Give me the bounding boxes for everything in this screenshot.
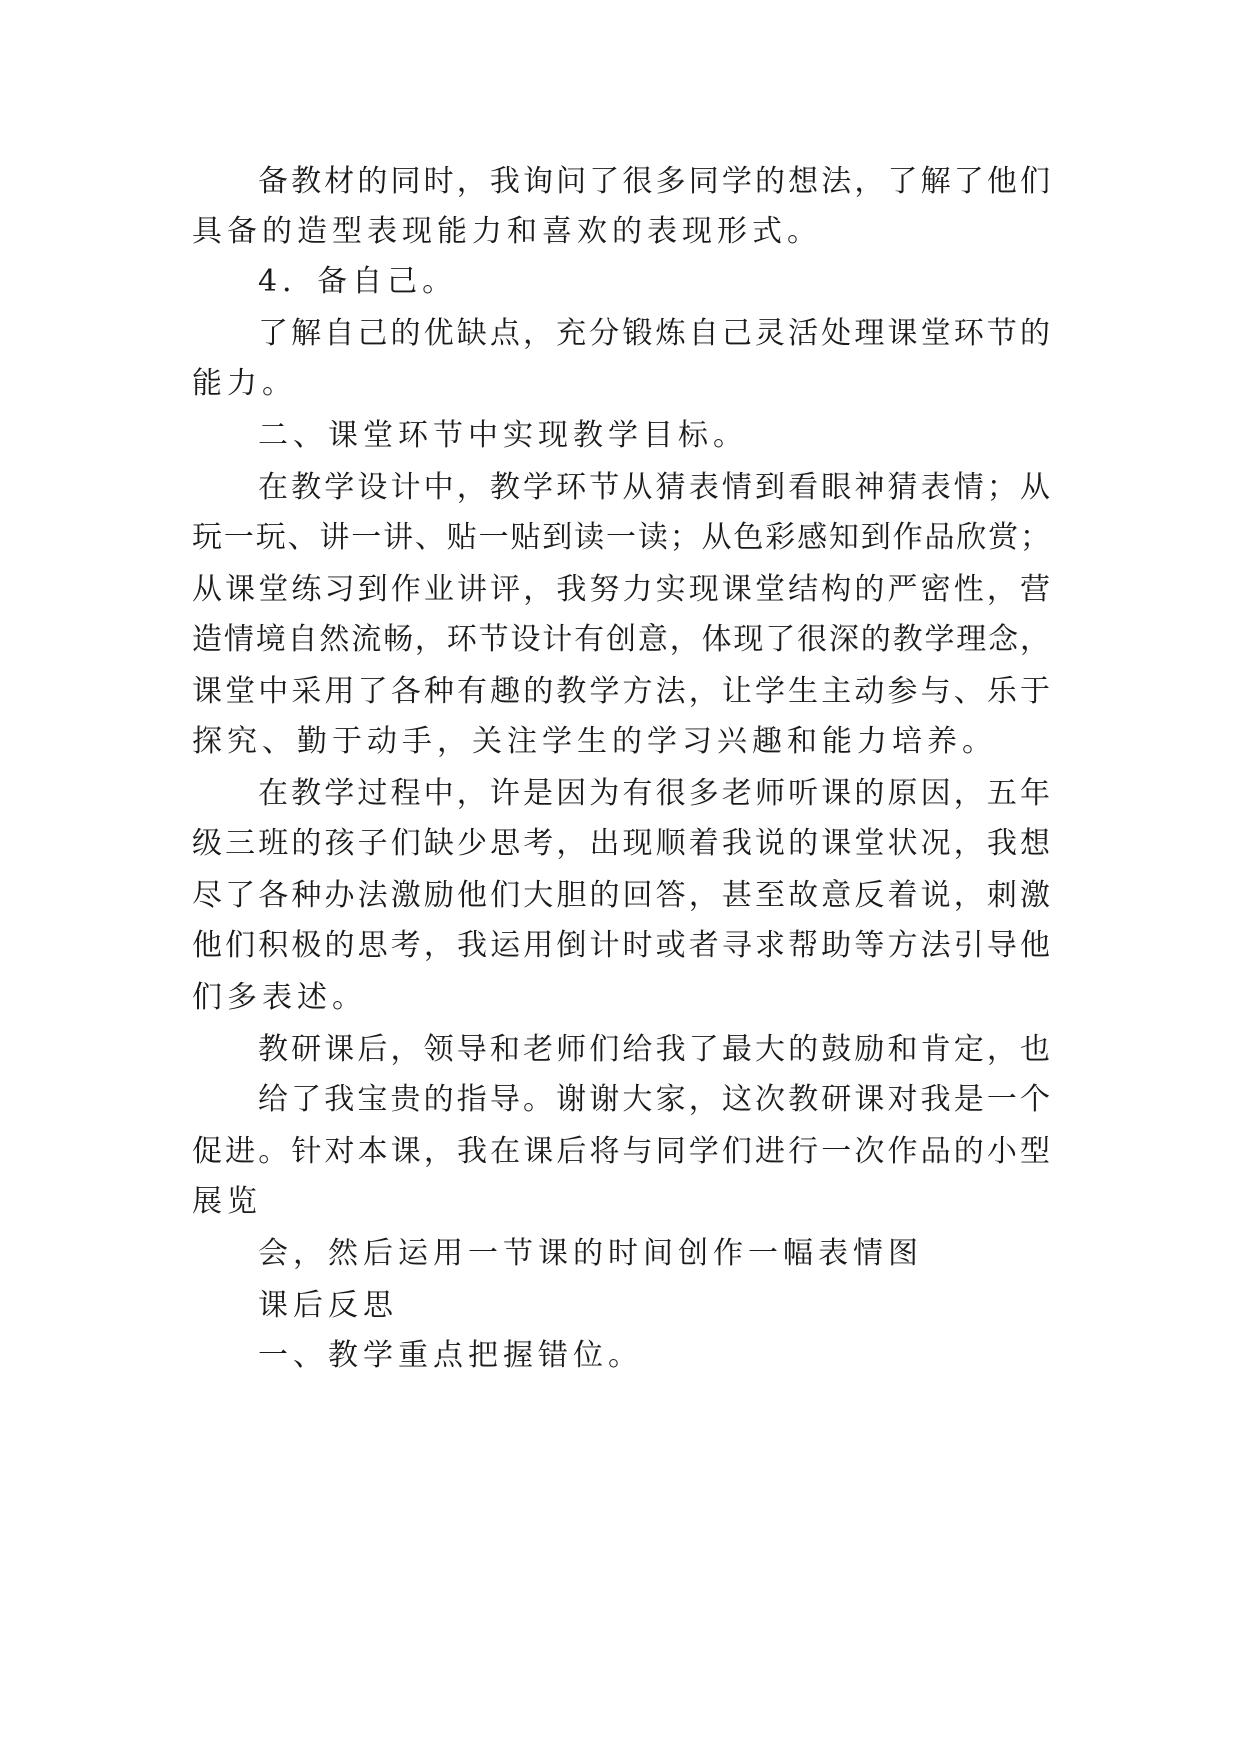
text-line: 教研课后，领导和老师们给我了最大的鼓励和肯定，也 [258, 1032, 1050, 1067]
text-line: 促进。针对本课，我在课后将与同学们进行一次作品的小型 [192, 1134, 1050, 1169]
list-heading: 4．备自己。 [258, 264, 458, 299]
text-line: 尽了各种办法激励他们大胆的回答，甚至故意反着说，刺激 [192, 878, 1050, 913]
text-line: 他们积极的思考，我运用倒计时或者寻求帮助等方法引导他 [192, 928, 1050, 963]
text-line: 备教材的同时，我询问了很多同学的想法，了解了他们 [258, 164, 1050, 199]
text-line: 探究、勤于动手，关注学生的学习兴趣和能力培养。 [192, 724, 997, 759]
text-line: 具备的造型表现能力和喜欢的表现形式。 [192, 214, 822, 249]
text-line: 级三班的孩子们缺少思考，出现顺着我说的课堂状况，我想 [192, 826, 1050, 861]
text-line: 在教学设计中，教学环节从猜表情到看眼神猜表情；从 [258, 470, 1050, 505]
text-line: 从课堂练习到作业讲评，我努力实现课堂结构的严密性，营 [192, 572, 1050, 607]
text-line: 给了我宝贵的指导。谢谢大家，这次教研课对我是一个 [258, 1082, 1050, 1117]
text-line: 展览 [192, 1184, 262, 1219]
text-line: 们多表述。 [192, 980, 367, 1015]
text-line: 了解自己的优缺点，充分锻炼自己灵活处理课堂环节的 [258, 316, 1050, 351]
text-line: 会，然后运用一节课的时间创作一幅表情图 [258, 1236, 923, 1271]
text-line: 能力。 [192, 366, 297, 401]
section-heading: 一、教学重点把握错位。 [258, 1338, 643, 1373]
text-line: 课堂中采用了各种有趣的教学方法，让学生主动参与、乐于 [192, 674, 1050, 709]
section-heading: 课后反思 [258, 1288, 398, 1323]
section-heading: 二、课堂环节中实现教学目标。 [258, 418, 748, 453]
text-line: 造情境自然流畅，环节设计有创意，体现了很深的教学理念， [192, 622, 1050, 657]
text-line: 玩一玩、讲一讲、贴一贴到读一读；从色彩感知到作品欣赏； [192, 520, 1050, 555]
text-line: 在教学过程中，许是因为有很多老师听课的原因，五年 [258, 776, 1050, 811]
